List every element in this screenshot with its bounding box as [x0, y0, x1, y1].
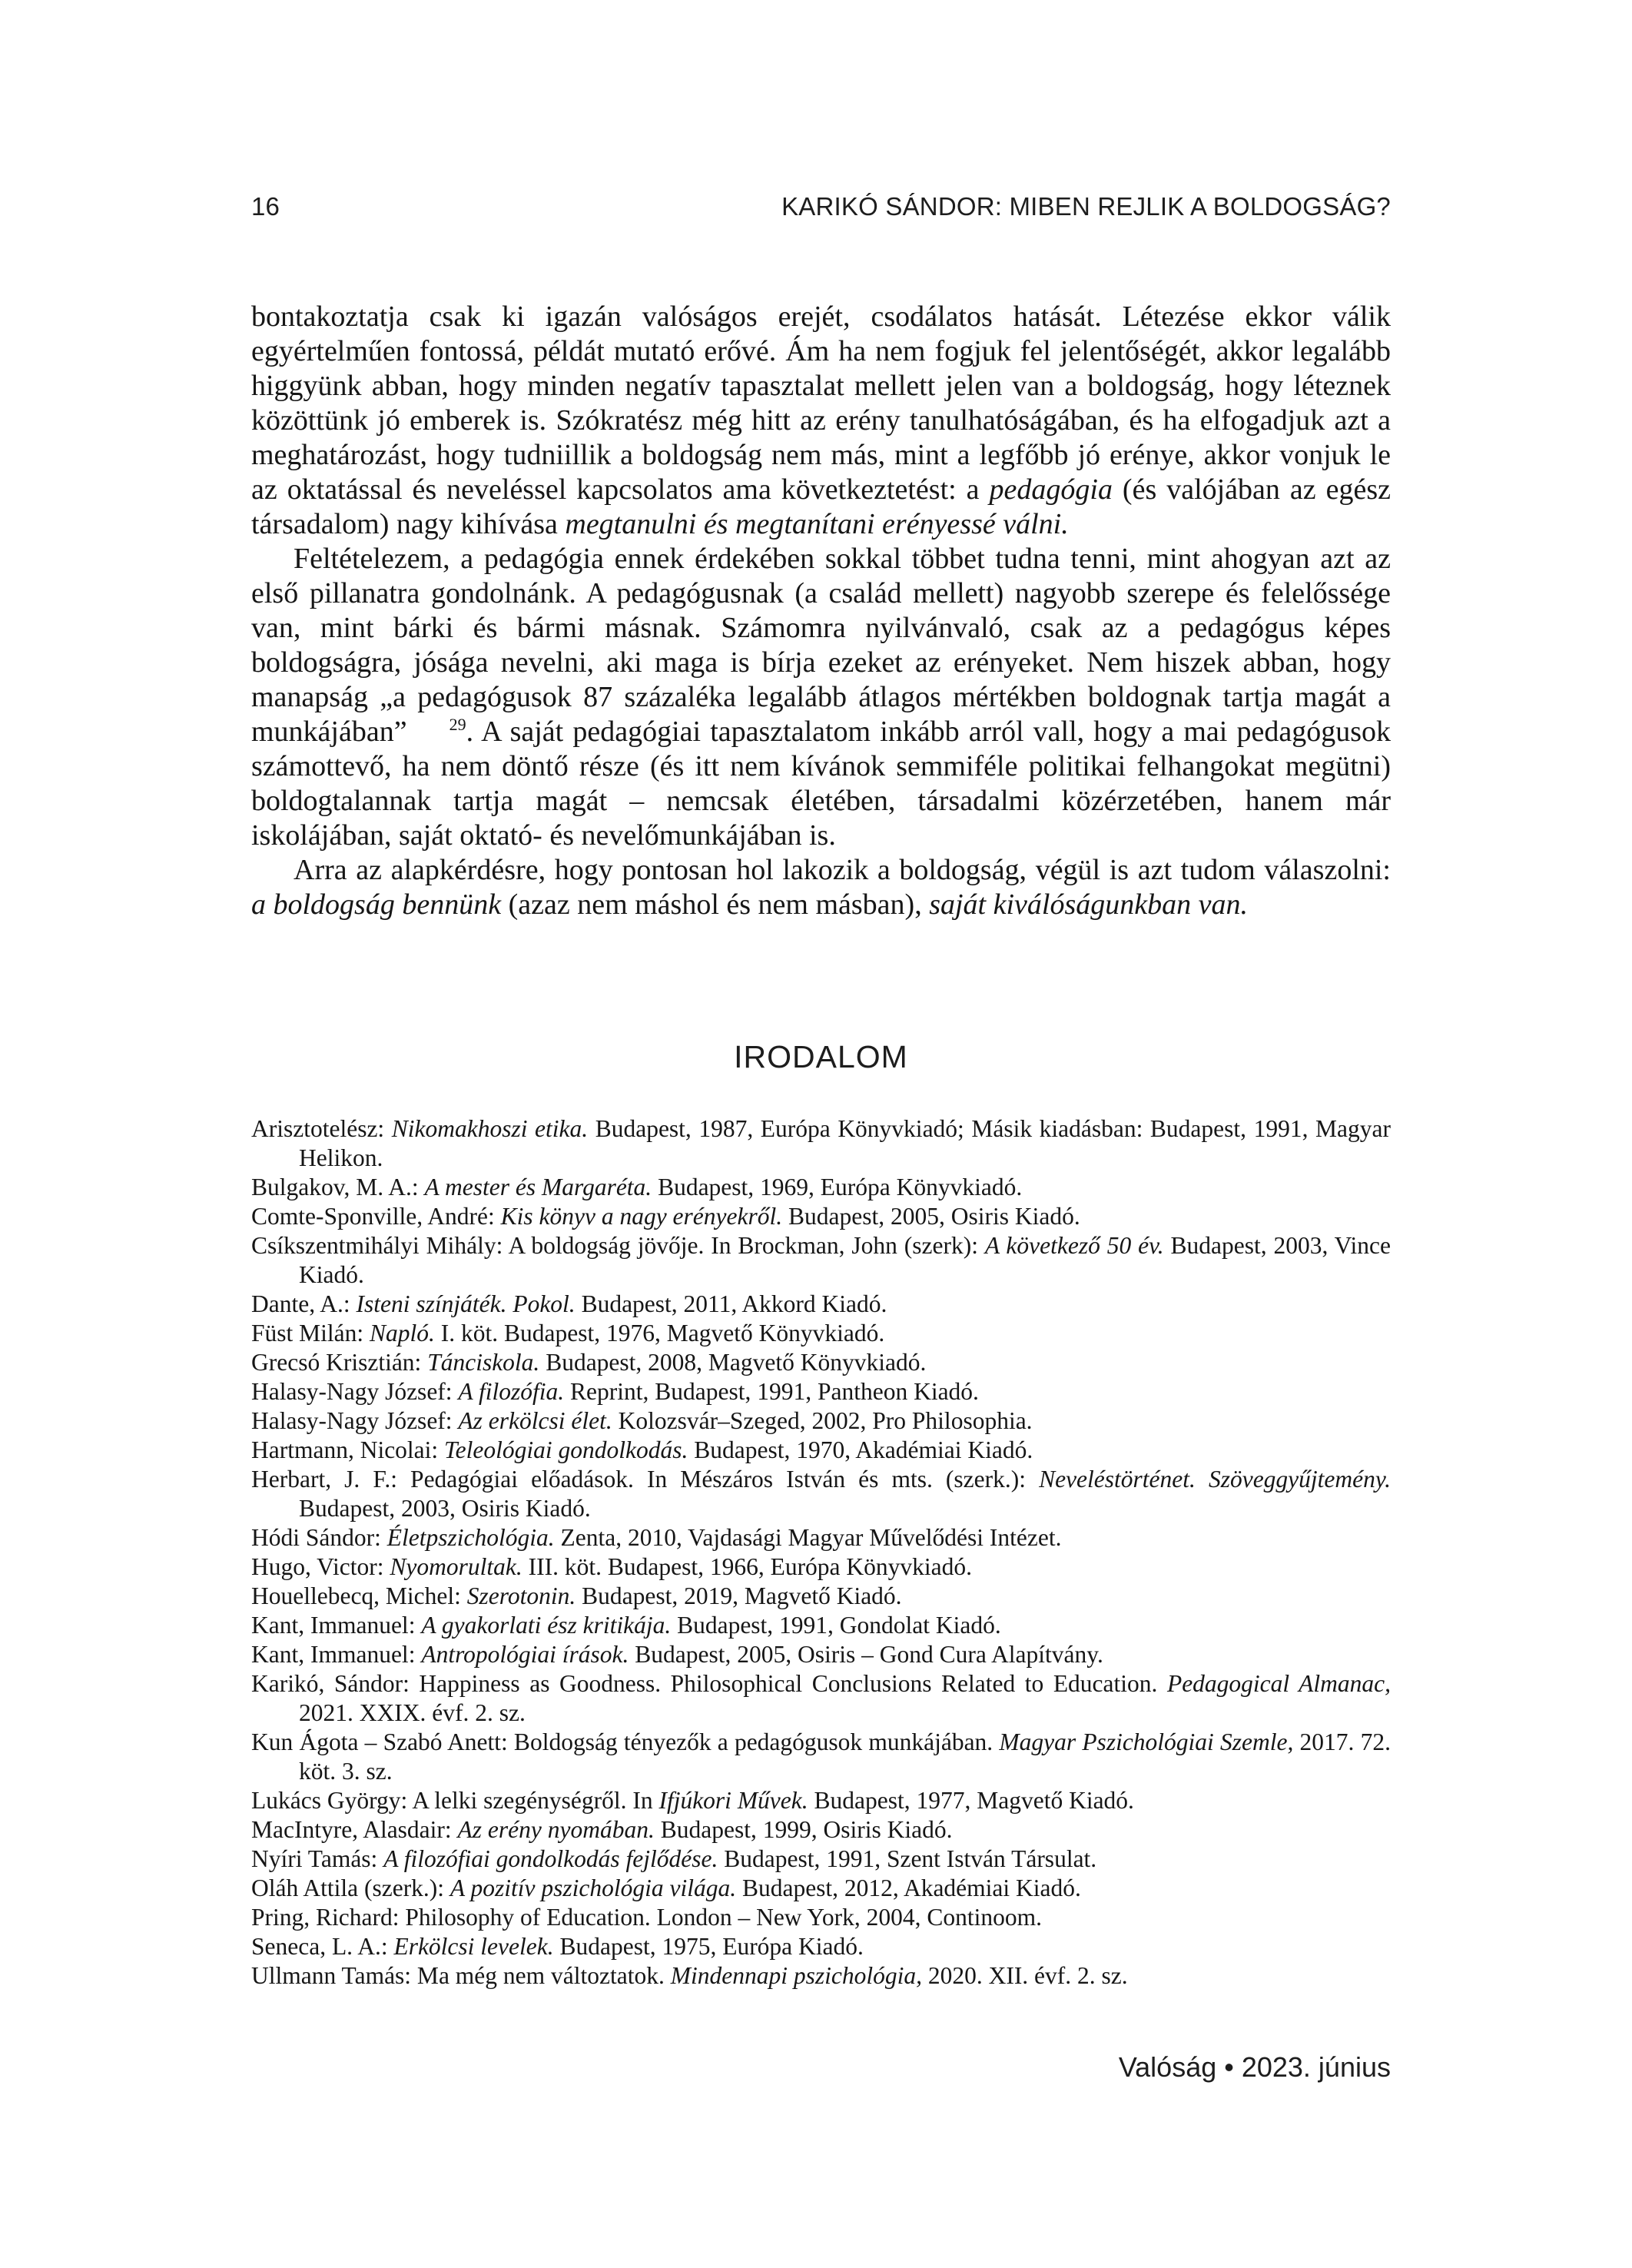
italic-title: A filozófiai gondolkodás fejlődése. [383, 1845, 718, 1872]
text-run: Budapest, 1975, Európa Kiadó. [553, 1933, 864, 1960]
page-number: 16 [251, 192, 280, 221]
text-run: bontakoztatja csak ki igazán valóságos erejét, csodálatos hatását. Létezése ekkor válik egyértelműen fontossá, példát mutató erővé. Ám ha nem fogjuk fel jelentőségét, akkor legalább higgyünk abban, hogy minden negatív tapasztalat mellett jelen van a boldogság, hogy léteznek közöttünk jó emberek is. Szókratész még hitt az erény tanulhatóságában, és ha elfogadjuk azt a meghatározást, hogy tudniillik a boldogság nem más, mint a legfőbb jó erénye, akkor vonjuk le az oktatással és neveléssel kapcsolatos ama következtetést: a [251, 301, 1391, 506]
italic-title: Az erény nyomában. [457, 1816, 655, 1843]
text-run: Kant, Immanuel: [251, 1641, 422, 1668]
text-run: Csíkszentmihályi Mihály: A boldogság jövője. In Brockman, John (szerk): [251, 1232, 985, 1259]
text-run: Budapest, 1970, Akadémiai Kiadó. [688, 1436, 1033, 1463]
reference-entry [251, 1114, 1391, 1173]
reference-entry [251, 1903, 1391, 1932]
reference-entry [251, 1377, 1391, 1406]
text-run: Kolozsvár–Szeged, 2002, Pro Philosophia. [612, 1407, 1033, 1434]
bibliography-heading: IRODALOM [734, 1039, 908, 1074]
italic-title: Antropológiai írások. [421, 1641, 629, 1668]
text-run: Karikó, Sándor: Happiness as Goodness. Philosophical Conclusions Related to Education. [251, 1670, 1167, 1697]
text-run: Budapest, 1987, Európa Könyvkiadó; Másik kiadásban: Budapest, 1991, Magyar Helikon. [299, 1115, 1391, 1171]
paragraph: Feltételezem, a pedagógia ennek érdekében sokkal többet tudna tenni, mint ahogyan azt az első pillanatra gondolnánk. A pedagógusnak (a család mellett) nagyobb szerepe és felelőssége van, mint bárki és bármi másnak. Számomra nyilvánvaló, csak az a pedagógus képes boldogságra, jósága nevelni, aki maga is bírja ezeket az erényeket. Nem hiszek abban, hogy manapság „a pedagógusok 87 százaléka legalább átlagos mértékben boldognak tartja magát a munkájában” 29. A saját pedagógiai tapasztalatom inkább arról vall, hogy a mai pedagógusok számottevő, ha nem döntő része (és itt nem kívánok semmiféle politikai felhangokat megütni) boldogtalannak tartja magát – nemcsak életében, társadalmi közérzetében, hanem már iskolájában, saját oktató- és nevelőmunkájában is. [251, 543, 1391, 852]
italic-title: Erkölcsi levelek. [393, 1933, 554, 1960]
italic-title: A mester és Margaréta. [424, 1174, 652, 1200]
italic-title: A következő 50 év. [984, 1232, 1164, 1259]
text-run: Halasy-Nagy József: [251, 1378, 459, 1405]
italic-title: a boldogság bennünk [251, 888, 502, 921]
reference-entry [251, 1815, 1391, 1845]
bibliography-section [251, 1039, 1391, 1991]
running-head: KARIKÓ SÁNDOR: MIBEN REJLIK A BOLDOGSÁG? [781, 192, 1391, 221]
italic-title: Napló. [370, 1320, 435, 1347]
italic-title: Szerotonin. [466, 1582, 576, 1609]
reference-entry [251, 1582, 1391, 1611]
text-run: Budapest, 2005, Osiris Kiadó. [782, 1203, 1080, 1230]
paragraph [251, 300, 1391, 542]
journal-issue-label: Valóság • 2023. június [1118, 2051, 1391, 2083]
reference-entry [251, 1523, 1391, 1552]
italic-title: A gyakorlati ész kritikája. [421, 1612, 672, 1639]
italic-title: Pedagogical Almanac, [1166, 1670, 1391, 1697]
text-run: Bulgakov, M. A.: [251, 1174, 425, 1200]
text-run: Budapest, 1991, Gondolat Kiadó. [671, 1612, 1001, 1639]
text-run: III. köt. Budapest, 1966, Európa Könyvkiadó. [522, 1553, 973, 1580]
reference-entry [251, 1348, 1391, 1377]
reference-entry [251, 1202, 1391, 1231]
text-run: Hugo, Victor: [251, 1553, 390, 1580]
reference-entry [251, 1231, 1391, 1290]
text-run: Budapest, 1977, Magvető Kiadó. [808, 1787, 1134, 1814]
italic-title: A filozófia. [458, 1378, 565, 1405]
text-run: Lukács György: A lelki szegénységről. In [251, 1787, 659, 1814]
paragraph [251, 853, 1391, 922]
italic-title: Neveléstörténet. Szöveggyűjtemény. [1039, 1466, 1391, 1493]
italic-title: Az erkölcsi élet. [458, 1407, 612, 1434]
reference-entry [251, 1640, 1391, 1669]
text-run: Reprint, Budapest, 1991, Pantheon Kiadó. [564, 1378, 979, 1405]
reference-entry [251, 1611, 1391, 1640]
text-run: Herbart, J. F.: Pedagógiai előadások. In Mészáros István és mts. (szerk.): [251, 1466, 1040, 1493]
italic-title: megtanulni és megtanítani erényessé válni. [565, 508, 1069, 540]
text-run: Nyíri Tamás: [251, 1845, 384, 1872]
page-header [251, 192, 1391, 221]
text-run: Budapest, 1991, Szent István Társulat. [718, 1845, 1097, 1872]
reference-entry [251, 1669, 1391, 1728]
italic-title: Nyomorultak. [390, 1553, 522, 1580]
page-footer [251, 2052, 1391, 2083]
italic-title: saját kiválóságunkban van. [929, 888, 1248, 921]
reference-entry [251, 1874, 1391, 1903]
text-run: Kun Ágota – Szabó Anett: Boldogság tényezők a pedagógusok munkájában. [251, 1728, 1000, 1755]
italic-title: Kis könyv a nagy erényekről. [500, 1203, 783, 1230]
text-run: Arisztotelész: [251, 1115, 392, 1142]
text-run: Budapest, 1999, Osiris Kiadó. [654, 1816, 953, 1843]
text-run: Budapest, 2003, Vince Kiadó. [299, 1232, 1392, 1288]
reference-entry [251, 1173, 1391, 1202]
text-run: Budapest, 2008, Magvető Könyvkiadó. [539, 1349, 927, 1376]
reference-entry [251, 1406, 1391, 1436]
text-run: Hartmann, Nicolai: [251, 1436, 445, 1463]
text-run: Budapest, 2005, Osiris – Gond Cura Alapítvány. [629, 1641, 1103, 1668]
text-run: Budapest, 2012, Akadémiai Kiadó. [736, 1875, 1081, 1901]
text-run: Hódi Sándor: [251, 1524, 387, 1551]
text-run: Budapest, 2019, Magvető Kiadó. [576, 1582, 902, 1609]
text-run: Dante, A.: [251, 1290, 357, 1317]
text-run: Seneca, L. A.: [251, 1933, 394, 1960]
italic-title: Életpszichológia. [386, 1524, 555, 1551]
text-run: . A saját pedagógiai tapasztalatom inkább arról vall, hogy a mai pedagógusok számottevő, ha nem döntő része (és itt nem kívánok semmiféle politikai felhangokat megütni) boldogtalannak tartja magát – nemcsak életében, társadalmi közérzetében, hanem már iskolájában, saját oktató- és nevelőmunkájában is. [251, 716, 1391, 852]
italic-title: Magyar Pszichológiai Szemle, [999, 1728, 1294, 1755]
text-run: I. köt. Budapest, 1976, Magvető Könyvkiadó. [434, 1320, 885, 1347]
reference-entry [251, 1786, 1391, 1815]
reference-entry [251, 1436, 1391, 1465]
text-run: Kant, Immanuel: [251, 1612, 422, 1639]
reference-entry [251, 1465, 1391, 1523]
text-run: Oláh Attila (szerk.): [251, 1875, 450, 1901]
text-run: (azaz nem máshol és nem másban), [501, 888, 930, 921]
reference-entry [251, 1728, 1391, 1786]
text-run: Pring, Richard: Philosophy of Education. London – New York, 2004, Continoom. [251, 1904, 1042, 1931]
text-run: Arra az alapkérdésre, hogy pontosan hol lakozik a boldogság, végül is azt tudom válaszolni: [294, 854, 1391, 886]
text-run: Grecsó Krisztián: [251, 1349, 428, 1376]
reference-list [251, 1114, 1391, 1991]
reference-entry [251, 1290, 1391, 1319]
reference-entry [251, 1961, 1391, 1991]
reference-entry [251, 1932, 1391, 1961]
text-run: (és valójában az egész társadalom) nagy kihívása [251, 473, 1391, 540]
text-run: Zenta, 2010, Vajdasági Magyar Művelődési Intézet. [554, 1524, 1062, 1551]
article-body [251, 300, 1391, 922]
italic-title: Isteni színjáték. Pokol. [356, 1290, 576, 1317]
italic-title: Teleológiai gondolkodás. [444, 1436, 688, 1463]
text-run: Budapest, 2003, Osiris Kiadó. [299, 1495, 591, 1522]
text-run: MacIntyre, Alasdair: [251, 1816, 458, 1843]
reference-entry [251, 1552, 1391, 1582]
text-run: Halasy-Nagy József: [251, 1407, 459, 1434]
text-run: Comte-Sponville, André: [251, 1203, 501, 1230]
text-run: Budapest, 1969, Európa Könyvkiadó. [652, 1174, 1023, 1200]
italic-title: Mindennapi pszichológia, [670, 1962, 922, 1989]
italic-title: Tánciskola. [427, 1349, 540, 1376]
italic-title: Ifjúkori Művek. [658, 1787, 808, 1814]
italic-title: pedagógia [989, 473, 1113, 506]
text-run: 2020. XII. évf. 2. sz. [921, 1962, 1128, 1989]
text-run: 2017. 72. köt. 3. sz. [299, 1728, 1391, 1785]
text-run: Feltételezem, a pedagógia ennek érdekében sokkal többet tudna tenni, mint ahogyan azt az első pillanatra gondolnánk. A pedagógusnak (a család mellett) nagyobb szerepe és felelőssége van, mint bárki és bármi másnak. Számomra nyilvánvaló, csak az a pedagógus képes boldogságra, jósága nevelni, aki maga is bírja ezeket az erényeket. Nem hiszek abban, hogy manapság „a pedagógusok 87 százaléka legalább átlagos mértékben boldognak tartja magát a munkájában” [251, 543, 1391, 748]
text-run: Ullmann Tamás: Ma még nem változtatok. [251, 1962, 671, 1989]
italic-title: Nikomakhoszi etika. [391, 1115, 589, 1142]
text-run: Füst Milán: [251, 1320, 370, 1347]
text-run: Houellebecq, Michel: [251, 1582, 467, 1609]
italic-title: A pozitív pszichológia világa. [449, 1875, 737, 1901]
reference-entry [251, 1845, 1391, 1874]
text-run: Budapest, 2011, Akkord Kiadó. [575, 1290, 887, 1317]
text-run: 2021. XXIX. évf. 2. sz. [299, 1699, 526, 1726]
reference-entry [251, 1319, 1391, 1348]
